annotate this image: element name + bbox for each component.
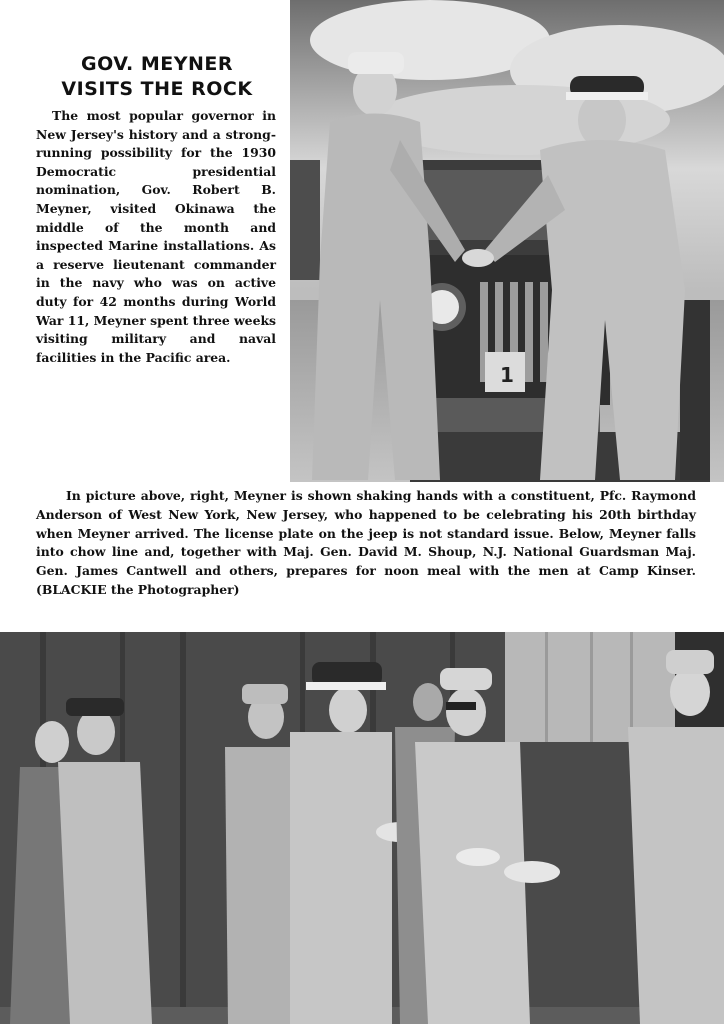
photo-handshake xyxy=(290,0,724,482)
headline-line-1: GOV. MEYNER xyxy=(81,53,233,75)
photo-caption xyxy=(36,487,696,600)
caption-text: In picture above, right, Meyner is shown shaking hands with a constituent, Pfc. Raymond Anderson of West New York, New Jersey, who happened to be celebrating his 20th birthday when Meyner arrived. The license plate on the jeep is not standard issue. Below, Meyner falls into chow line and, together with Maj. Gen. David M. Shoup, N.J. National Guardsman Maj. Gen. James Cantwell and others, prepares for noon meal with the men at Camp Kinser. (BLACKIE the Photographer) xyxy=(36,488,696,597)
article-body xyxy=(36,107,276,367)
article-paragraph: The most popular governor in New Jersey's history and a strong-running possibility for the 1930 Democratic presidential nomination, Gov. Robert B. Meyner, visited Okinawa the middle of the month and inspected Marine installations. As a reserve lieutenant commander in the navy who was on active duty for 42 months during World War 11, Meyner spent three weeks visiting military and naval facilities in the Pacific area. xyxy=(36,108,277,365)
photo-chow-line xyxy=(0,632,724,1024)
headline-line-2: VISITS THE ROCK xyxy=(61,78,253,100)
headline xyxy=(38,52,276,102)
license-plate-number: 1 xyxy=(500,363,514,387)
